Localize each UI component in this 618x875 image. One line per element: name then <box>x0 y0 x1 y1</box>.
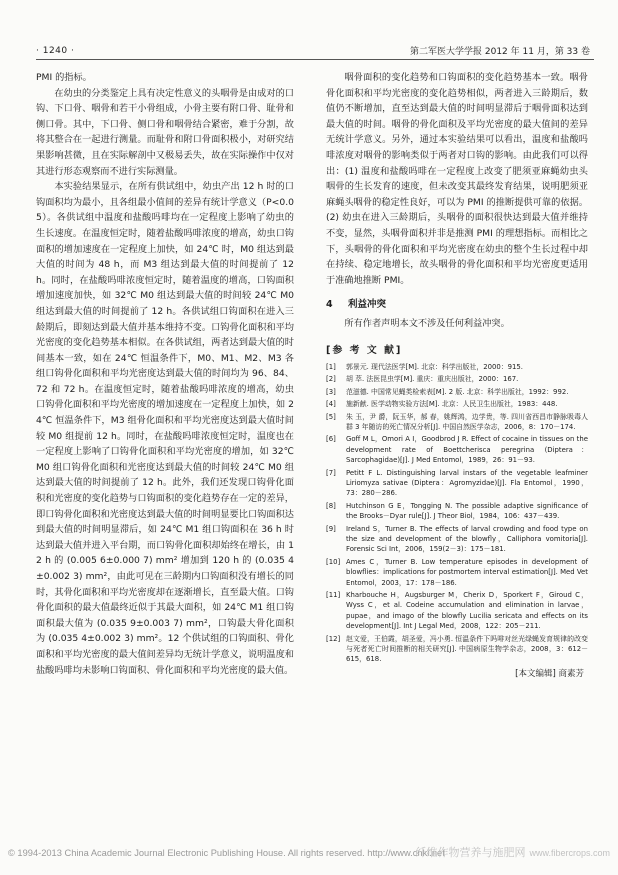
reference-item <box>326 590 588 632</box>
reference-text: Ames C，Turner B. Low temperature episodes in development of blowflies：implications for postmortem interval estimation[J]. Med Vet Entomol，2003，17：178－186. <box>346 557 588 587</box>
journal-info: 第二军医大学学报 2012 年 11 月，第 33 卷 <box>410 47 590 57</box>
reference-item <box>326 399 588 409</box>
reference-number: [12] <box>326 634 341 643</box>
reference-number: [9] <box>326 524 336 533</box>
reference-text: 胡 萃. 法医昆虫学[M]. 重庆：重庆出版社，2000：167. <box>346 375 519 384</box>
watermark <box>415 844 610 860</box>
reference-number: [3] <box>326 387 336 396</box>
references-title: [参 考 文 献] <box>326 344 403 356</box>
paragraph-continuation: PMI 的指标。 <box>36 72 92 83</box>
reference-text: 施新献. 医学动物实验方法[M]. 北京：人民卫生出版社，1983：448. <box>346 400 558 409</box>
section-title: 利益冲突 <box>348 299 387 311</box>
header-rule <box>36 59 594 60</box>
reference-text: Petitt F L. Distinguishing larval instars of the vegetable leafminer Liriomyza sativae (Diptera：Agromyzidae)[J]. Fla Entomol，1990，73：280－286. <box>346 468 588 498</box>
reference-text: 赵文爱，王伯霞，胡圣爱，冯小勇. 恒温条件下吗啡对丝光绿蝇发育规律的改变与死者死亡时间推断的相关研究[J]. 中国病原生物学杂志，2008，3：612－615，618. <box>346 634 588 664</box>
reference-number: [1] <box>326 362 336 371</box>
reference-number: [11] <box>326 591 341 600</box>
reference-item <box>326 468 588 499</box>
paragraph-pharyngeal: 咽骨面积的变化趋势和口钩面积的变化趋势基本一致。咽骨骨化面积和平均光密度的变化趋势相似，两者进入三龄期后，数值仍不断增加，直至达到最大值的时间明显滞后于咽骨面积达到最大值的时间。咽骨的骨化面积及平均光密度的最大值间的差异无统计学意义。另外，通过本实验结果可以看出，温度和盐酸吗啡浓度对咽骨的影响类似于两者对口钩的影响。由此我们可以得出：(1) 温度和盐酸吗啡在一定程度上改变了肥须亚麻蝇幼虫头咽骨的生长发育的速度，但未改变其最终发育结果，说明肥须亚麻蝇头咽骨的稳定性良好，可以为 PMI 的推断提供可靠的依据。(2) 幼虫在进入三龄期后，头咽骨的面积很快达到最大值并维持不变，显然，头咽骨面积并非是推测 PMI 的理想指标。而相比之下，头咽骨的骨化面积和平均光密度在幼虫的整个生长过程中却在持续、稳定地增长，故头咽骨的骨化面积和平均光密度更适用于准确地推断 PMI。 <box>326 72 588 286</box>
reference-number: [2] <box>326 375 336 384</box>
paragraph-results: 本实验结果显示，在所有供试组中，幼虫产出 12 h 时的口钩面积均为最小，且各组最小值间的差异有统计学意义（P<0.05）。各供试组中温度和盐酸吗啡均在一定程度上影响了幼虫的生长速度。在温度恒定时，随着盐酸吗啡浓度的增高，幼虫口钩面积的增加速度在一定程度上加快，如 24℃ 时，M0 组达到最大值的时间为 48 h，而 M3 组达到最大值的时间提前了 12 h。同时，在盐酸吗啡浓度恒定时，随着温度的增高，口钩面积增加速度加快，如 32℃ M0 组达到最大值的时间较 24℃ M0 组达到最大值的时间提前了 12 h。各供试组口钩面积在进入三龄期后，即刻达到最大值并基本维持不变。口钩骨化面积和平均光密度的变化趋势基本相似。在各供试组，两者达到最大值的时间基本一致，如在 24℃ 恒温条件下，M0、M1、M2、M3 各组口钩骨化面积和平均光密度达到最大值的时间均为 96、84、72 和 72 h。在温度恒定时，随着盐酸吗啡浓度的增高，幼虫口钩骨化面积和平均光密度的增加速度在一定程度上加快，如 24℃ 恒温条件下，M3 组骨化面积和平均光密度达到最大值时间较 M0 组提前 12 h。同时，在盐酸吗啡浓度恒定时，温度也在一定程度上影响了口钩骨化面积和平均光密度的增加，如 32℃ M0 组口钩骨化面积和光密度达到最大值的时间较 24℃ M0 组达到最大值的时间提前了 12 h。此外，我们还发现口钩骨化面积和光密度的变化趋势与口钩面积的变化趋势存在一定的差异，即口钩骨化面积和光密度达到最大值的时间明显要比口钩面积达到最大值的时间明显滞后，如 24℃ M1 组口钩面积在 36 h 时达到最大值并进入平台期，而口钩骨化面积却始终在增长，由 12 h 的 (0.005 6±0.000 7) mm² 增加到 120 h 的 (0.035 4±0.002 3) mm²，由此可见在三龄期内口钩面积没有增长的同时，其骨化面积和平均光密度却在逐渐增长，直至最大值。口钩骨化面积的最大值最终近似于其最大面积，如 24℃ M1 组口钩面积最大值为 (0.035 9±0.003 7) mm²，口钩最大骨化面积为 (0.035 4±0.002 3) mm²。12 个供试组的口钩面积、骨化面积和平均光密度的最大值间差异均无统计学意义，说明温度和盐酸吗啡均未影响口钩面积、骨化面积和平均光密度的最大值。 <box>36 181 294 676</box>
reference-item <box>326 634 588 665</box>
reference-text: Hutchinson G E，Tongging N. The possible adaptive significance of the Brooks－Dyar rule[J]. J Theor Biol，1984，106：437－439. <box>346 501 588 521</box>
editor-credit: [本文编辑] 商素芳 <box>515 668 584 679</box>
page-number: · 1240 · <box>36 46 75 56</box>
reference-text: 朱 玉，尹 爵，阮玉华，郝 春，姚辉鸿，边学贵，等. 四川省西昌市静脉吸毒人群 3 年随访的死亡情况分析[J]. 中国自然医学杂志，2006，8：170－174. <box>346 412 588 431</box>
conflict-statement: 所有作者声明本文不涉及任何利益冲突。 <box>344 318 510 330</box>
reference-number: [5] <box>326 412 336 421</box>
paragraph-cephalopharyngeal: 在幼虫的分类鉴定上具有决定性意义的头咽骨是由成对的口钩、下口骨、咽骨和若干小骨组成，小骨主要有附口骨、耻骨和侧口骨。其中，下口骨、侧口骨和咽骨结合紧密，难于分割，故将其整合在一起进行测量。而耻骨和附口骨面积极小，对研究结果影响甚微，且在实际解剖中又极易丢失，故在实际操作中仅对其进行形态观察而不进行实际测量。 <box>36 87 294 177</box>
reference-number: [10] <box>326 557 341 566</box>
section-heading <box>326 296 588 310</box>
watermark-text: 纤维作物营养与施肥网 <box>415 847 526 859</box>
reference-list <box>326 362 588 665</box>
reference-text: Goff M L，Omori A I，Goodbrod J R. Effect of cocaine in tissues on the development rate of Boettcherisca peregrina (Diptera：Sarcophagidae)[J]. J Med Entomol，1989，26：91－93. <box>346 435 588 465</box>
copyright-footer: © 1994-2013 China Academic Journal Electronic Publishing House. All rights reserved. http://www.cnki.net <box>8 848 445 858</box>
reference-item <box>326 362 588 372</box>
reference-item <box>326 501 588 522</box>
reference-text: Ireland S，Turner B. The effects of larval crowding and food type on the size and development of the blowfly，Calliphora vomitoria[J]. Forensic Sci Int，2006，159(2－3)：175－181. <box>346 524 588 554</box>
reference-number: [8] <box>326 501 336 510</box>
reference-text: 范滋德. 中国常见蝇类检索表[M]. 2 版. 北京：科学出版社，1992：992. <box>346 387 569 396</box>
left-column <box>36 70 294 678</box>
reference-item <box>326 374 588 384</box>
right-column <box>326 70 588 679</box>
reference-number: [4] <box>326 400 336 409</box>
watermark-url: www.fibercrops.com <box>529 848 610 858</box>
reference-text: Kharbouche H，Augsburger M，Cherix D，Sporkert F，Giroud C，Wyss C，et al. Codeine accumulation and elimination in larvae，pupae，and imago of the blowfly Lucilia sericata and effects on its development[J]. Int J Legal Med，2008，122：205－211. <box>346 591 588 631</box>
reference-text: 郭景元. 现代法医学[M]. 北京：科学出版社，2000：915. <box>346 362 523 371</box>
reference-item <box>326 412 588 433</box>
reference-number: [7] <box>326 468 336 477</box>
reference-number: [6] <box>326 435 336 444</box>
section-number: 4 <box>326 299 333 311</box>
reference-item <box>326 524 588 555</box>
reference-item <box>326 557 588 588</box>
reference-item <box>326 434 588 465</box>
reference-item <box>326 387 588 397</box>
